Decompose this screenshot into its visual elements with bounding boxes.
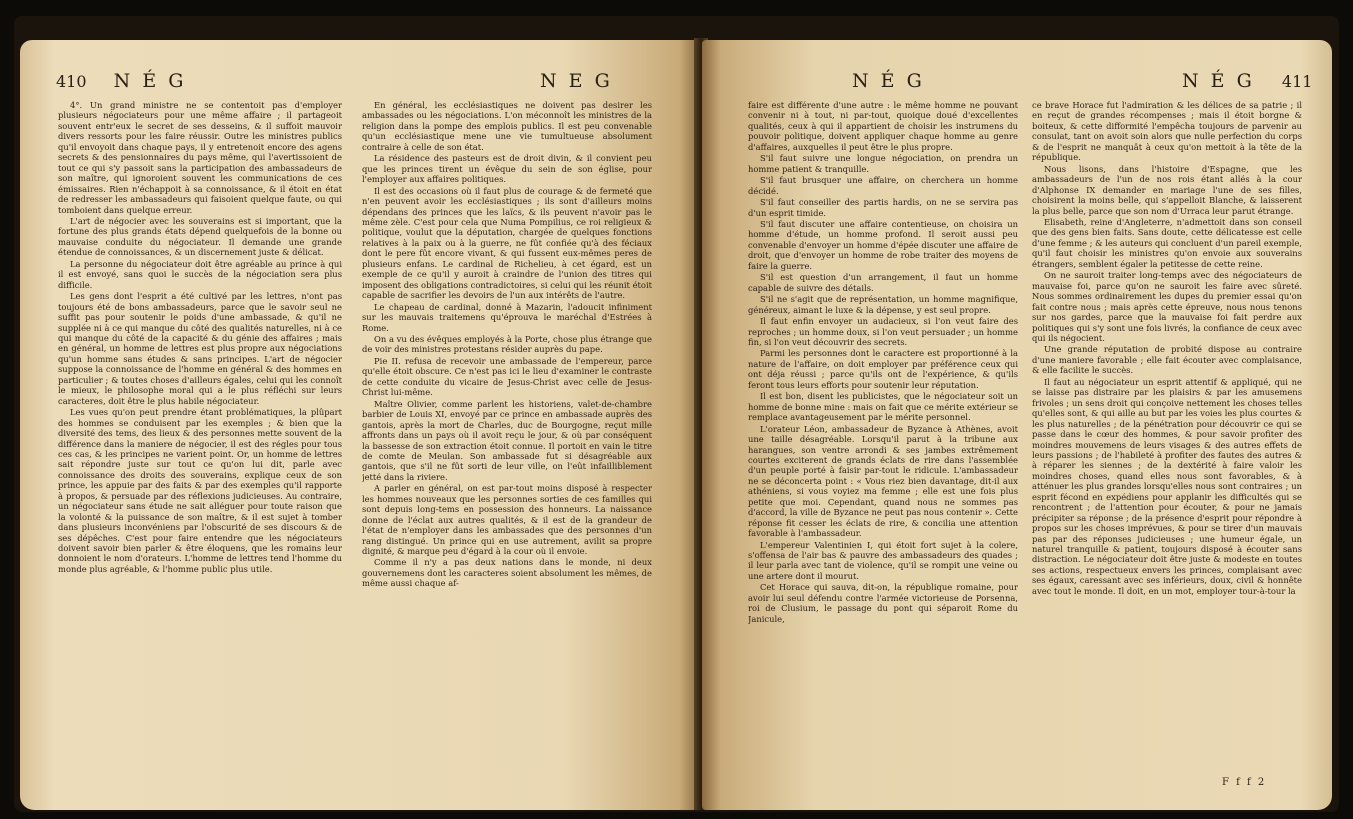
paragraph: faire est différente d'une autre : le même homme ne pouvant convenir ni à tout, ni par-tout, quoique doué d'excellentes qualités, ceux à qui il appartient de choisir les instrumens du pouvoir politique, doivent appliquer chaque homme au genre d'affaires, auxquelles il peut être le plus propre. — [748, 100, 1018, 152]
paragraph: L'art de négocier avec les souverains est si important, que la fortune des plus grands états dépend quelquefois de la bonne ou mauvaise conduite du négociateur. Il demande une grande étendue de connoissances, & un discernement juste & délicat. — [58, 215, 342, 258]
right-column-1 — [748, 100, 1018, 770]
left-header-word: N É G — [113, 70, 187, 92]
paragraph: 4°. Un grand ministre ne se contentoit pas d'employer plusieurs négociateurs pour une même affaire ; il partageoit souvent entr'eux le secret de ses desseins, & il suffoit mauvoir divers ressorts pour les faire réussir. Outre les ministres publics qu'il envoyoit dans chaque pays, il y entretenoit encore des agens secrets & des pensionnaires du pays même, qui l'avertissoient de tout ce qui s'y passoit sans la participation des ambassadeurs de son maître, qui ignoroient souvent les communications de ces émissaires. Rien n'échappoit à sa connoissance, & il étoit en état de redresser les ambassadeurs qui faisoient quelque faute, ou qui tomboient dans quelque erreur. — [58, 100, 342, 215]
right-running-head — [1182, 70, 1312, 92]
paragraph: Il faut au négociateur un esprit attentif & appliqué, qui ne se laisse pas distraire par les plaisirs & par les amusemens frivoles ; un sens droit qui conçoive nettement les choses telles qu'elles sont, & qui aille au but par les voies les plus courtes & les plus naturelles ; de la pénétration pour découvrir ce qui se passe dans le cœur des hommes, & pour savoir profiter des moindres mouvemens de leurs visages & des autres effets de leurs passions ; de l'habileté à profiter des fautes des autres & à réparer les siennes ; de la dextérité à faire valoir les moindres choses, quand elles nous sont favorables, & à atténuer les plus grandes lorsqu'elles nous sont contraires ; un esprit fécond en expédiens pour applanir les difficultés qui se rencontrent ; de l'attention pour écouter, & pour ne jamais précipiter sa réponse ; de la présence d'esprit pour répondre à propos sur les choses imprévues, & pour se tirer d'un mauvais pas par des réponses judicieuses ; une humeur égale, un naturel tranquille & patient, toujours disposé à écouter sans distraction. Le négociateur doit être juste & modeste en toutes ses actions, respectueux envers les princes, complaisant avec ses égaux, caressant avec ses inférieurs, doux, civil & honnête avec tout le monde. Il doit, en un mot, employer tour-à-tour la — [1032, 376, 1302, 596]
left-page — [20, 40, 700, 810]
paragraph: On a vu des évêques employés à la Porte, chose plus étrange que de voir des ministres protestans résider auprès du pape. — [362, 333, 652, 355]
paragraph: Une grande réputation de probité dispose au contraire d'une maniere favorable ; elle fait écouter avec complaisance, & elle facilite le succès. — [1032, 344, 1302, 376]
paragraph: Il est des occasions où il faut plus de courage & de fermeté que n'en peuvent avoir les ecclésiastiques ; ils sont d'ailleurs moins dépendans des princes que les laïcs, & ils peuvent n'avoir pas le même zèle. C'est pour cela que Numa Pompilius, ce roi religieux & politique, voulut que la députation, chargée de quelques fonctions relatives à la paix ou à la guerre, ne fût confiée qu'à des féciaux dont le pere fût encore vivant, & qui fussent eux-mêmes peres de plusieurs enfans. Le cardinal de Richelieu, à cet égard, est un exemple de ce qu'il y auroit à craindre de l'union des titres qui imposent des obligations contradictoires, si celui qui les réunit étoit capable de sacrifier les devoirs de l'un aux intérêts de l'autre. — [362, 185, 652, 301]
paragraph: Parmi les personnes dont le caractere est proportionné à la nature de l'affaire, on doit employer par préférence ceux qui ont déja réussi ; parce qu'ils ont de l'expérience, & qu'ils feront tous leurs efforts pour soutenir leur réputation. — [748, 348, 1018, 390]
paragraph: L'orateur Léon, ambassadeur de Byzance à Athènes, avoit une taille désagréable. Lorsqu'il parut à la tribune aux harangues, son ventre arrondi & ses jambes extrêmement courtes exciterent de grands éclats de rire dans l'assemblée d'un peuple porté à faisir par-tout le ridicule. L'ambassadeur ne se déconcerta point : « Vous riez bien davantage, dit-il aux athéniens, si vous voyiez ma femme ; elle est une fois plus petite que moi. Cependant, quand nous ne sommes pas d'accord, la ville de Byzance ne peut pas nous contenir ». Cette réponse fit cesser les éclats de rire, & concilia une attention favorable à l'ambassadeur. — [748, 423, 1018, 539]
left-column-1 — [58, 100, 342, 770]
paragraph: Les gens dont l'esprit a été cultivé par les lettres, n'ont pas toujours été de bons ambassadeurs, parce que le savoir seul ne suffit pas pour soutenir le poids d'une ambassade, & qu'il ne supplée ni à ce qui manque du côté des qualités naturelles, ni à ce qui manque du côté de la capacité & du génie des affaires ; mais en général, un homme de lettres est plus propre aux négociations qu'un homme sans études & sans principes. L'art de négocier suppose la connoissance de l'homme en général & des hommes en particulier ; & toutes choses d'ailleurs égales, celui qui les connoît le mieux, le philosophe moral qui a le plus réfléchi sur leurs caracteres, doit être le plus habile négociateur. — [58, 291, 342, 406]
paragraph: S'il faut discuter une affaire contentieuse, on choisira un homme d'étude, un homme profond. Il seroit aussi peu convenable d'envoyer un homme d'épée discuter une affaire de droit, que d'envoyer un homme de robe traiter des moyens de faire la guerre. — [748, 218, 1018, 271]
paragraph: S'il est question d'un arrangement, il faut un homme capable de suivre des détails. — [748, 272, 1018, 293]
left-center-header: N E G — [540, 70, 613, 92]
paragraph: Maître Olivier, comme parlent les historiens, valet-de-chambre barbier de Louis XI, envoyé par ce prince en ambassade auprès des gantois, après la mort de Charles, duc de Bourgogne, reçut mille affronts dans un pays où il avoit reçu le jour, & où par conséquent la bassesse de son extraction étoit connue. Il portoit en vain le titre de comte de Meulan. Son ambassade fut si désagréable aux gantois, que s'il ne fût sorti de leur ville, on l'eût infailliblement jetté dans la riviere. — [362, 398, 652, 482]
paragraph: Les vues qu'on peut prendre étant problématiques, la plûpart des hommes se conduisent par les exemples ; & bien que la diversité des tems, des lieux & des personnes mette souvent de la différence dans la maniere de négocier, il est des régles pour tous ces cas, & les principes ne varient point. Or, un homme de lettres sait répondre juste sur tout ce qu'on lui dit, parle avec connoissance des droits des souverains, explique ceux de son prince, les appuie par des faits & par des exemples qu'il rapporte à propos, & persuade par des réflexions judicieuses. Au contraire, un négociateur sans étude ne sait alléguer pour toute raison que la volonté & la puissance de son maître, & il est sujet à tomber dans plusieurs inconvéniens par l'obscurité de ses discours & de ses dépêches. C'est pour faire entendre que les négociateurs doivent savoir bien parler & être éloquens, que les romains leur donnoient le nom d'orateurs. L'homme de lettres tend l'homme du monde plus agréable, & l'homme public plus utile. — [58, 407, 342, 574]
paragraph: Cet Horace qui sauva, dit-on, la république romaine, pour avoir lui seul défendu contre l'armée victorieuse de Porsenna, roi de Clusium, le passage du pont qui séparoit Rome du Janicule, — [748, 582, 1018, 624]
left-running-head — [56, 70, 186, 92]
right-header-word: N É G — [1182, 70, 1255, 92]
paragraph: Elisabeth, reine d'Angleterre, n'admettoit dans son conseil que des gens bien faits. Sans doute, cette délicatesse est celle d'une femme ; & les auteurs qui concluent d'un pareil exemple, qu'il faut choisir les ministres qu'on envoie aux souverains étrangers, semblent égaler la petitesse de cette reine. — [1032, 216, 1302, 269]
right-center-header: N É G — [852, 70, 925, 92]
paragraph: L'empereur Valentinien I, qui étoit fort sujet à la colere, s'offensa de l'air bas & pauvre des ambassadeurs des quades ; il leur parla avec tant de violence, qu'il se rompit une veine ou une artere dont il mourut. — [748, 539, 1018, 581]
left-page-number: 410 — [56, 72, 87, 91]
paragraph: S'il faut suivre une longue négociation, on prendra un homme patient & tranquille. — [748, 153, 1018, 174]
paragraph: S'il ne s'agit que de représentation, un homme magnifique, généreux, aimant le luxe & la dépense, y est seul propre. — [748, 294, 1018, 315]
right-column-2 — [1032, 100, 1302, 770]
paragraph: Nous lisons, dans l'histoire d'Espagne, que les ambassadeurs de l'un de nos rois étant allés à la cour d'Alphonse IX demander en mariage l'une de ses filles, choisirent la moins belle, qui s'appelloit Blanche, & laisserent la plus belle, parce que son nom d'Urraca leur parut étrange. — [1032, 163, 1302, 216]
right-page-number: 411 — [1281, 72, 1313, 91]
right-page — [702, 40, 1332, 810]
paragraph: A parler en général, on est par-tout moins disposé à respecter les hommes nouveaux que les personnes sorties de ces familles qui sont depuis long-tems en possession des honneurs. La naissance donne de l'éclat aux autres qualités, & il est de la grandeur de l'état de n'employer dans les ambassades que des personnes d'un rang distingué. Un prince qui en use autrement, avilit sa propre dignité, & marque peu d'égard à la cour où il envoie. — [362, 483, 652, 557]
paragraph: La résidence des pasteurs est de droit divin, & il convient peu que les princes tirent un évêque du sein de son église, pour l'employer aux affaires politiques. — [362, 153, 652, 185]
paragraph: Pie II. refusa de recevoir une ambassade de l'empereur, parce qu'elle étoit obscure. Ce n'est pas ici le lieu d'examiner le contraste de cette conduite du vicaire de Jesus-Christ avec celle de Jesus-Christ lui-même. — [362, 355, 652, 398]
paragraph: Il est bon, disent les publicistes, que le négociateur soit un homme de bonne mine : mais on fait que ce mérite extérieur se remplace avantageusement par le mérite personnel. — [748, 391, 1018, 423]
signature-mark: F f f 2 — [1222, 777, 1267, 788]
paragraph: Il faut enfin envoyer un audacieux, si l'on veut faire des reproches ; un homme doux, si l'on veut persuader ; un homme fin, si l'on veut découvrir des secrets. — [748, 316, 1018, 347]
paragraph: La personne du négociateur doit être agréable au prince à qui il est envoyé, sans quoi le succès de la négociation sera plus difficile. — [58, 258, 342, 290]
paragraph: Comme il n'y a pas deux nations dans le monde, ni deux gouvernemens dont les caracteres soient absolument les mêmes, de même aussi chaque af- — [362, 557, 652, 589]
paragraph: On ne sauroit traiter long-temps avec des négociateurs de mauvaise foi, parce qu'on ne sauroit les faire avec sûreté. Nous sommes ordinairement les dupes du premier essai qu'on fait contre nous ; mais après cette épreuve, nous nous tenons sur nos gardes, parce que la mauvaise foi fait perdre aux politiques qui s'y sont une fois livrés, la confiance de ceux avec qui ils négocient. — [1032, 270, 1302, 343]
paragraph: En général, les ecclésiastiques ne doivent pas desirer les ambassades ou les négociations. L'on méconnoît les ministres de la religion dans la pompe des emplois publics. Il est peu convenable qu'un ecclésiastique mene une vie tumultueuse absolument contraire à celle de son état. — [362, 100, 652, 152]
paragraph: ce brave Horace fut l'admiration & les délices de sa patrie ; il en reçut de grandes récompenses ; mais il étoit borgne & boiteux, & cette difformité l'empêcha toujours de parvenir au consulat, tant on avoit soin alors que nulle perfection du corps & de l'esprit ne manquât à ceux qu'on mettoit à la tête de la république. — [1032, 100, 1302, 163]
paragraph: Le chapeau de cardinal, donné à Mazarin, l'adoucit infiniment sur les mauvais traitemens qu'éprouva le maréchal d'Estrées à Rome. — [362, 301, 652, 333]
open-book — [14, 16, 1339, 812]
paragraph: S'il faut conseiller des partis hardis, on ne se servira pas d'un esprit timide. — [748, 197, 1018, 218]
left-column-2 — [362, 100, 652, 770]
paragraph: S'il faut brusquer une affaire, on cherchera un homme décidé. — [748, 175, 1018, 196]
